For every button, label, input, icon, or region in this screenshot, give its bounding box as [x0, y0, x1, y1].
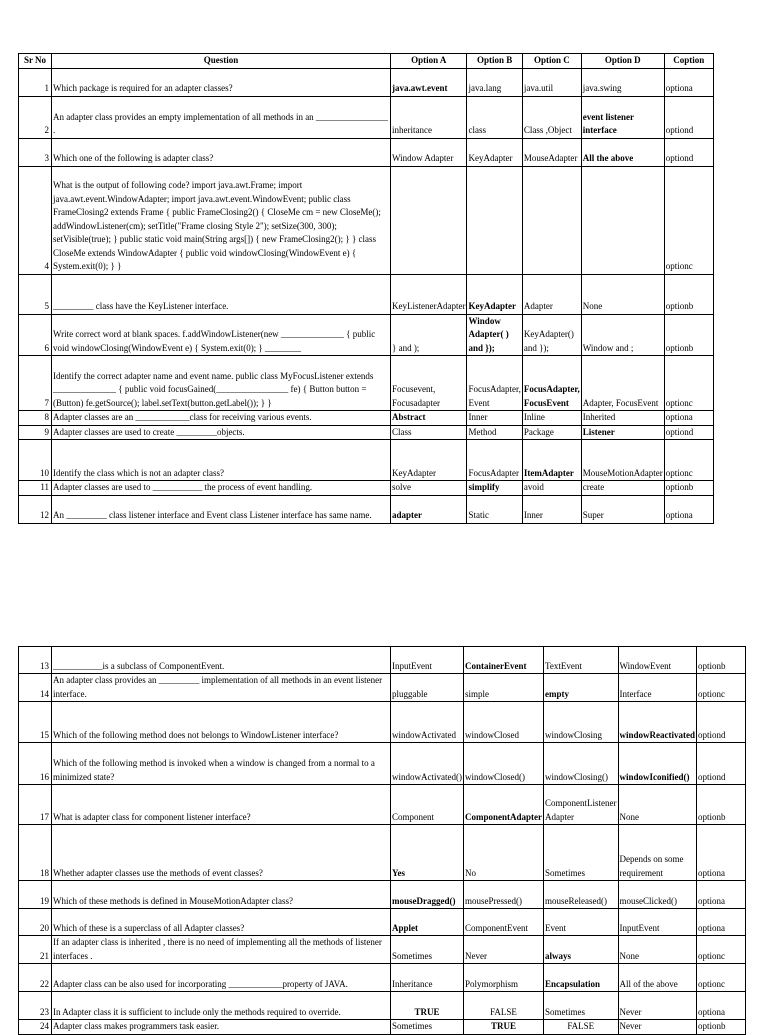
answer-cell: optiona — [664, 411, 713, 426]
sr-cell: 17 — [19, 785, 52, 825]
question-cell: If an adapter class is inherited , there is no need of implementing all the methods of listener interfaces . — [52, 936, 391, 964]
option-b-cell: ContainerEvent — [463, 647, 543, 674]
option-d-cell: All of the above — [618, 964, 697, 992]
answer-cell: optiona — [697, 992, 746, 1020]
table-row — [19, 440, 714, 481]
option-a-cell — [391, 166, 467, 274]
option-d-cell: windowIconified() — [618, 743, 697, 785]
option-b-cell: ComponentAdapter — [463, 785, 543, 825]
option-d-cell: Never — [618, 1020, 697, 1035]
question-cell: An adapter class provides an empty implementation of all methods in an ________________ . — [52, 96, 391, 138]
option-c-cell: TextEvent — [544, 647, 619, 674]
option-b-cell — [467, 166, 522, 274]
option-a-cell: } and ); — [391, 314, 467, 356]
option-c-cell: always — [544, 936, 619, 964]
table-row — [19, 964, 746, 992]
option-b-cell: Never — [463, 936, 543, 964]
question-cell: An _________ class listener interface and Event class Listener interface has same name. — [52, 495, 391, 523]
option-a-cell: Abstract — [391, 411, 467, 426]
sr-cell: 21 — [19, 936, 52, 964]
table-row — [19, 411, 714, 426]
sr-cell: 12 — [19, 495, 52, 523]
table-row — [19, 495, 714, 523]
option-b-cell: FocusAdapter — [467, 440, 522, 481]
option-a-cell: solve — [391, 481, 467, 496]
answer-cell: optionb — [664, 314, 713, 356]
table-row — [19, 166, 714, 274]
sr-cell: 23 — [19, 992, 52, 1020]
option-b-cell: Inner — [467, 411, 522, 426]
sr-cell: 8 — [19, 411, 52, 426]
option-d-cell: Inherited — [581, 411, 664, 426]
option-c-cell: mouseReleased() — [544, 881, 619, 909]
answer-cell: optionc — [664, 166, 713, 274]
option-c-cell: Class ,Object — [522, 96, 581, 138]
table-row — [19, 314, 714, 356]
option-c-cell: FocusAdapter, FocusEvent — [522, 356, 581, 411]
option-c-cell: Sometimes — [544, 825, 619, 881]
question-cell: Adapter class can be also used for incorporating ____________property of JAVA. — [52, 964, 391, 992]
answer-cell: optionc — [697, 964, 746, 992]
option-d-cell: Super — [581, 495, 664, 523]
question-cell: Adapter classes are used to ___________ the process of event handling. — [52, 481, 391, 496]
option-a-cell: windowActivated — [391, 702, 464, 743]
question-table-2 — [18, 646, 746, 1035]
option-c-cell: windowClosing — [544, 702, 619, 743]
option-b-cell: simple — [463, 674, 543, 702]
option-b-cell: mousePressed() — [463, 881, 543, 909]
table-row — [19, 356, 714, 411]
question-cell: Identify the correct adapter name and event name. public class MyFocusListener extends ______________ { public void focusGained(________________ fe) { Button button = (Button) fe.getSource(); label.setText(button.getLabel()); } } — [52, 356, 391, 411]
table-row — [19, 909, 746, 936]
answer-cell: optiona — [697, 825, 746, 881]
option-d-cell: Window and ; — [581, 314, 664, 356]
option-c-cell: FALSE — [544, 1020, 619, 1035]
option-c-cell: Inline — [522, 411, 581, 426]
question-cell: In Adapter class it is sufficient to include only the methods required to override. — [52, 992, 391, 1020]
option-b-cell: windowClosed() — [463, 743, 543, 785]
option-d-cell: event listener interface — [581, 96, 664, 138]
option-b-cell: FocusAdapter, Event — [467, 356, 522, 411]
sr-cell: 15 — [19, 702, 52, 743]
table-row — [19, 481, 714, 496]
option-c-cell: Sometimes — [544, 992, 619, 1020]
answer-cell: optionc — [664, 356, 713, 411]
option-a-cell: Inheritance — [391, 964, 464, 992]
table-row — [19, 96, 714, 138]
option-b-cell: class — [467, 96, 522, 138]
sr-cell: 5 — [19, 274, 52, 314]
option-a-cell: Applet — [391, 909, 464, 936]
table-row — [19, 68, 714, 96]
option-a-cell: adapter — [391, 495, 467, 523]
option-a-cell: Sometimes — [391, 936, 464, 964]
sr-cell: 18 — [19, 825, 52, 881]
option-d-cell: WindowEvent — [618, 647, 697, 674]
option-c-cell: windowClosing() — [544, 743, 619, 785]
option-a-cell: Focusevent, Focusadapter — [391, 356, 467, 411]
option-a-cell: pluggable — [391, 674, 464, 702]
answer-cell: optiona — [697, 909, 746, 936]
question-cell: An adapter class provides an _________ implementation of all methods in an event listener interface. — [52, 674, 391, 702]
option-c-cell: Encapsulation — [544, 964, 619, 992]
table-row — [19, 881, 746, 909]
option-d-cell: None — [618, 785, 697, 825]
option-a-cell: KeyAdapter — [391, 440, 467, 481]
sr-cell: 19 — [19, 881, 52, 909]
sr-cell: 9 — [19, 425, 52, 440]
table-row — [19, 674, 746, 702]
option-d-cell: All the above — [581, 138, 664, 166]
sr-cell: 4 — [19, 166, 52, 274]
header-question: Question — [52, 54, 391, 69]
question-cell: ___________is a subclass of ComponentEvent. — [52, 647, 391, 674]
question-table-1 — [18, 53, 714, 524]
option-b-cell: java.lang — [467, 68, 522, 96]
answer-cell: optiona — [664, 495, 713, 523]
answer-cell: optiona — [697, 881, 746, 909]
header-option-c: Option C — [522, 54, 581, 69]
option-a-cell: KeyListenerAdapter — [391, 274, 467, 314]
option-c-cell: Inner — [522, 495, 581, 523]
answer-cell: optionc — [664, 440, 713, 481]
option-b-cell: Window Adapter( ) and }); — [467, 314, 522, 356]
answer-cell: optiond — [664, 425, 713, 440]
option-a-cell: mouseDragged() — [391, 881, 464, 909]
sr-cell: 14 — [19, 674, 52, 702]
answer-cell: optionb — [697, 785, 746, 825]
question-cell: Adapter classes are an ____________class for receiving various events. — [52, 411, 391, 426]
option-a-cell: InputEvent — [391, 647, 464, 674]
question-cell: Which of the following method is invoked when a window is changed from a normal to a minimized state? — [52, 743, 391, 785]
table-row — [19, 992, 746, 1020]
sr-cell: 22 — [19, 964, 52, 992]
option-b-cell: Method — [467, 425, 522, 440]
option-c-cell: Event — [544, 909, 619, 936]
sr-cell: 13 — [19, 647, 52, 674]
option-d-cell: mouseClicked() — [618, 881, 697, 909]
answer-cell: optionb — [697, 647, 746, 674]
option-c-cell: MouseAdapter — [522, 138, 581, 166]
sr-cell: 6 — [19, 314, 52, 356]
question-cell: Write correct word at blank spaces. f.addWindowListener(new ______________ { public void windowClosing(WindowEvent e) { System.exit(0); } ________ — [52, 314, 391, 356]
question-cell: _________ class have the KeyListener interface. — [52, 274, 391, 314]
sr-cell: 11 — [19, 481, 52, 496]
option-b-cell: ComponentEvent — [463, 909, 543, 936]
option-b-cell: No — [463, 825, 543, 881]
option-b-cell: KeyAdapter — [467, 138, 522, 166]
table-row — [19, 647, 746, 674]
answer-cell: optiond — [664, 138, 713, 166]
sr-cell: 1 — [19, 68, 52, 96]
table-row — [19, 425, 714, 440]
option-d-cell: windowReactivated — [618, 702, 697, 743]
sr-cell: 24 — [19, 1020, 52, 1035]
option-c-cell — [522, 166, 581, 274]
answer-cell: optiond — [664, 96, 713, 138]
option-c-cell: ComponentListener Adapter — [544, 785, 619, 825]
answer-cell: optiond — [697, 743, 746, 785]
answer-cell: optionb — [664, 481, 713, 496]
header-option-a: Option A — [391, 54, 467, 69]
option-a-cell: TRUE — [391, 992, 464, 1020]
question-cell: What is adapter class for component listener interface? — [52, 785, 391, 825]
option-d-cell: Depends on some requirement — [618, 825, 697, 881]
header-option-d: Option D — [581, 54, 664, 69]
option-a-cell: Component — [391, 785, 464, 825]
sr-cell: 10 — [19, 440, 52, 481]
sr-cell: 2 — [19, 96, 52, 138]
option-c-cell: java.util — [522, 68, 581, 96]
option-d-cell: InputEvent — [618, 909, 697, 936]
option-d-cell: None — [581, 274, 664, 314]
table-row — [19, 785, 746, 825]
sr-cell: 7 — [19, 356, 52, 411]
table-row — [19, 936, 746, 964]
answer-cell: optiond — [697, 702, 746, 743]
option-d-cell: Never — [618, 992, 697, 1020]
option-d-cell — [581, 166, 664, 274]
option-b-cell: KeyAdapter — [467, 274, 522, 314]
question-cell: Which package is required for an adapter classes? — [52, 68, 391, 96]
table-row — [19, 743, 746, 785]
question-cell: Whether adapter classes use the methods of event classes? — [52, 825, 391, 881]
option-b-cell: simplify — [467, 481, 522, 496]
header-coption: Coption — [664, 54, 713, 69]
question-cell: What is the output of following code? import java.awt.Frame; import java.awt.event.WindowAdapter; import java.awt.event.WindowEvent; public class FrameClosing2 extends Frame { public FrameClosing2() { CloseMe cm = new CloseMe(); addWindowListener(cm); setTitle("Frame closing Style 2"); setSize(300, 300); setVisible(true); } public static void main(String args[]) { new FrameClosing2(); } } class CloseMe extends WindowAdapter { public void windowClosing(WindowEvent e) { System.exit(0); } } — [52, 166, 391, 274]
option-c-cell: empty — [544, 674, 619, 702]
option-b-cell: windowClosed — [463, 702, 543, 743]
option-d-cell: None — [618, 936, 697, 964]
table-row — [19, 274, 714, 314]
option-b-cell: Polymorphism — [463, 964, 543, 992]
option-d-cell: MouseMotionAdapter — [581, 440, 664, 481]
option-a-cell: Window Adapter — [391, 138, 467, 166]
option-a-cell: Yes — [391, 825, 464, 881]
option-b-cell: Static — [467, 495, 522, 523]
header-option-b: Option B — [467, 54, 522, 69]
option-c-cell: KeyAdapter() and }); — [522, 314, 581, 356]
option-a-cell: windowActivated() — [391, 743, 464, 785]
question-cell: Which one of the following is adapter class? — [52, 138, 391, 166]
table-row — [19, 1020, 746, 1035]
option-a-cell: java.awt.event — [391, 68, 467, 96]
sr-cell: 16 — [19, 743, 52, 785]
question-cell: Identify the class which is not an adapter class? — [52, 440, 391, 481]
option-d-cell: java.swing — [581, 68, 664, 96]
answer-cell: optionc — [697, 936, 746, 964]
option-d-cell: Interface — [618, 674, 697, 702]
table-row — [19, 702, 746, 743]
option-a-cell: Sometimes — [391, 1020, 464, 1035]
option-c-cell: ItemAdapter — [522, 440, 581, 481]
sr-cell: 3 — [19, 138, 52, 166]
question-cell: Adapter class makes programmers task easier. — [52, 1020, 391, 1035]
question-cell: Which of the following method does not belongs to WindowListener interface? — [52, 702, 391, 743]
sr-cell: 20 — [19, 909, 52, 936]
table-row — [19, 138, 714, 166]
answer-cell: optionb — [664, 274, 713, 314]
option-b-cell: TRUE — [463, 1020, 543, 1035]
option-d-cell: create — [581, 481, 664, 496]
question-cell: Which of these is a superclass of all Adapter classes? — [52, 909, 391, 936]
question-cell: Which of these methods is defined in MouseMotionAdapter class? — [52, 881, 391, 909]
header-sr-no: Sr No — [19, 54, 52, 69]
table-row — [19, 825, 746, 881]
answer-cell: optiona — [664, 68, 713, 96]
answer-cell: optionc — [697, 674, 746, 702]
option-b-cell: FALSE — [463, 992, 543, 1020]
option-d-cell: Listener — [581, 425, 664, 440]
option-d-cell: Adapter, FocusEvent — [581, 356, 664, 411]
question-cell: Adapter classes are used to create _________objects. — [52, 425, 391, 440]
option-a-cell: inheritance — [391, 96, 467, 138]
option-c-cell: Adapter — [522, 274, 581, 314]
answer-cell: optionb — [697, 1020, 746, 1035]
option-c-cell: Package — [522, 425, 581, 440]
option-a-cell: Class — [391, 425, 467, 440]
option-c-cell: avoid — [522, 481, 581, 496]
